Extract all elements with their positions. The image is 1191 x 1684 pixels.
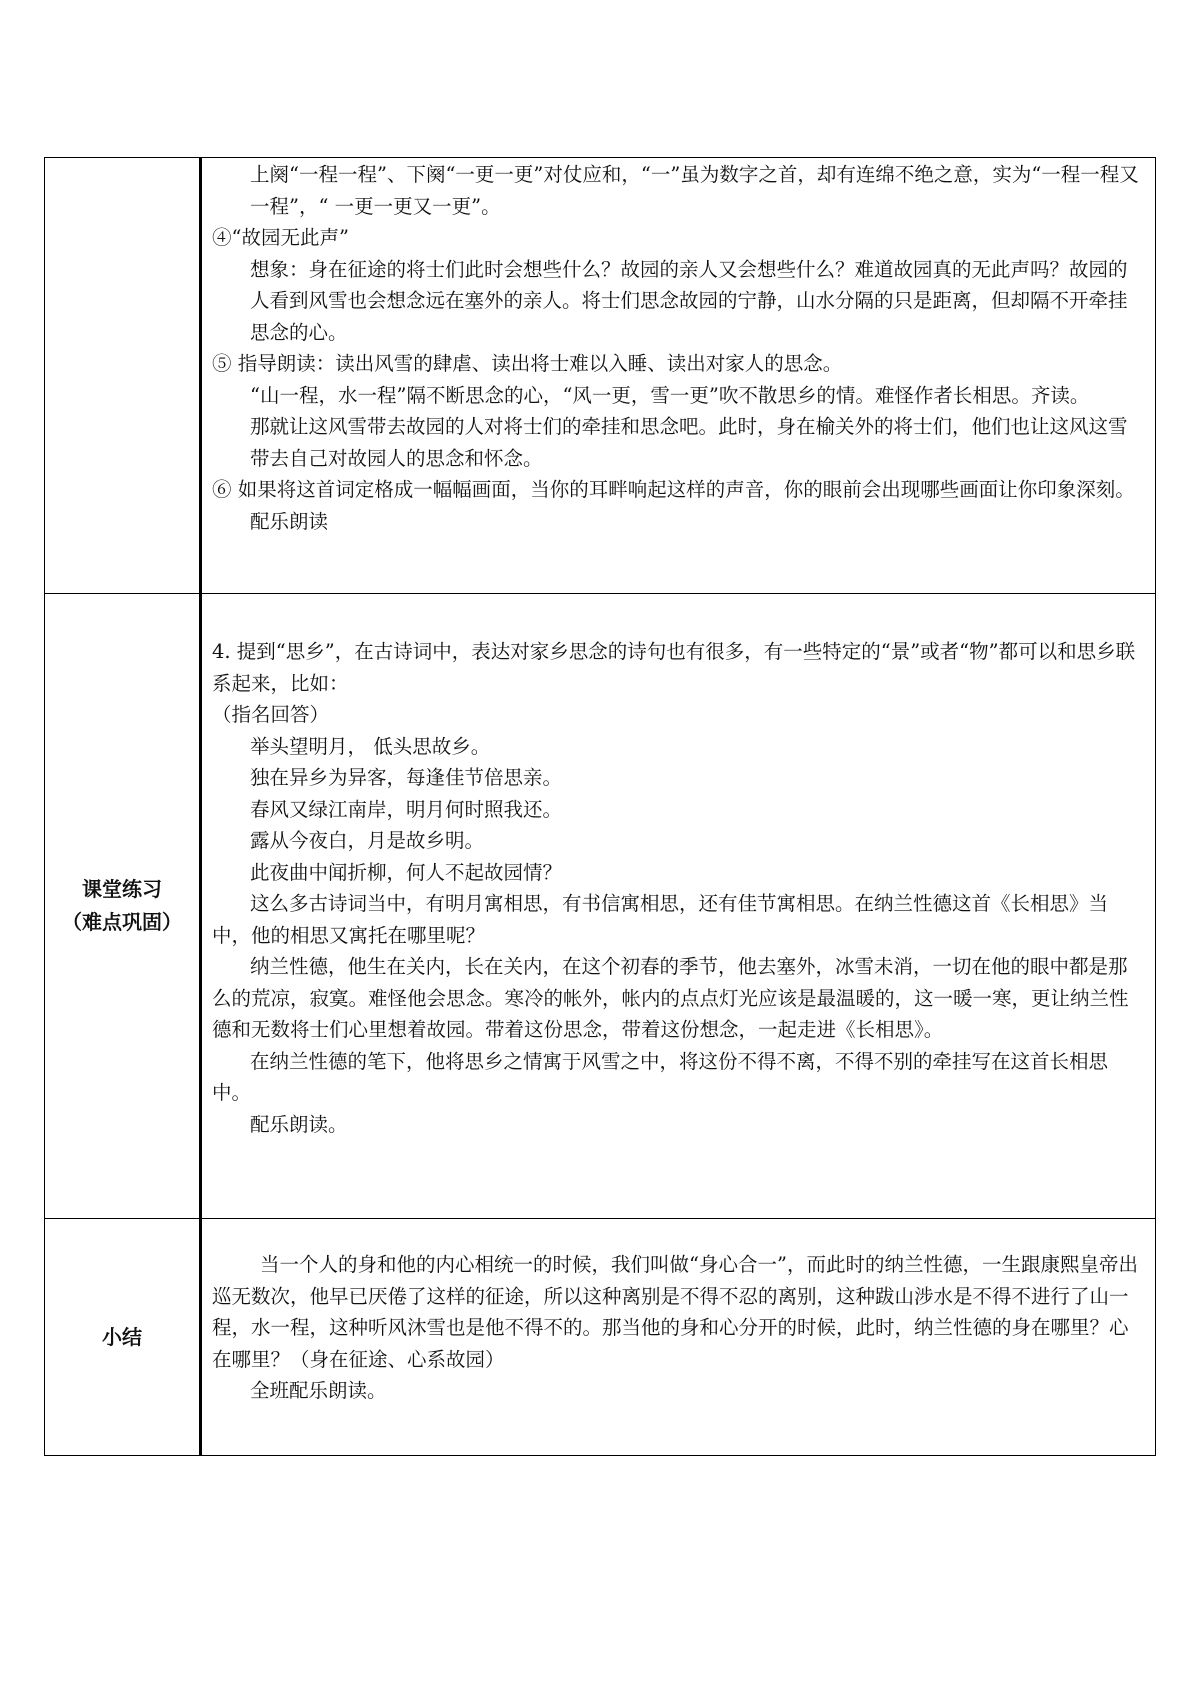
poem-line: 举头望明月， 低头思故乡。: [250, 734, 491, 758]
row-label-cell: [45, 158, 201, 594]
paragraph: 纳兰性德，他生在关内，长在关内，在这个初春的季节，他去塞外，冰雪未消，一切在他的眼中都是那么的荒凉，寂寞。难怪他会思念。寒冷的帐外，帐内的点点灯光应该是最温暖的，这一暖一寒，更让纳兰性德和无数将士们心里想着故园。带着这份思念，带着这份想念，一起走进《长相思》。: [212, 955, 1129, 1041]
table-row-summary: [45, 1219, 1156, 1456]
row-label: 课堂练习 （难点巩固）: [62, 877, 182, 934]
table-row-practice: [45, 594, 1156, 1219]
paragraph: 上阕“一程一程”、下阕“一更一更”对仗应和，“一”虽为数字之首，却有连绵不绝之意，实为“一程一程又一程”，“ 一更一更又一更”。: [250, 163, 1139, 218]
poem-line: 露从今夜白，月是故乡明。: [250, 829, 485, 852]
paragraph: ④“故园无此声”: [212, 226, 349, 249]
row-content-cell: [201, 594, 1156, 1219]
paragraph: 那就让这风雪带去故园的人对将士们的牵挂和思念吧。此时，身在榆关外的将士们，他们也让这风这雪带去自己对故园人的思念和怀念。: [250, 415, 1128, 470]
paragraph: 4. 提到“思乡”，在古诗词中，表达对家乡思念的诗句也有很多，有一些特定的“景”或者“物”都可以和思乡联系起来，比如：: [212, 640, 1136, 695]
paragraph: ⑤ 指导朗读：读出风雪的肆虐、读出将士难以入睡、读出对家人的思念。: [212, 352, 843, 375]
table-row-continuation: [45, 158, 1156, 594]
row-content-cell: [201, 1219, 1156, 1456]
row-label: 小结: [102, 1324, 142, 1349]
paragraph: 当一个人的身和他的内心相统一的时候，我们叫做“身心合一”，而此时的纳兰性德，一生跟康熙皇帝出巡无数次，他早已厌倦了这样的征途，所以这种离别是不得不忍的离别，这种跋山涉水是不得不进行了山一程，水一程，这种听风沐雪也是他不得不的。那当他的身和心分开的时候，此时，纳兰性德的身在哪里？心在哪里？（身在征途、心系故园）: [212, 1253, 1138, 1371]
lesson-plan-table: [44, 157, 1156, 1456]
row-content-cell: [201, 158, 1156, 594]
row-label-cell: [45, 1219, 201, 1456]
paragraph: ⑥ 如果将这首词定格成一幅幅画面，当你的耳畔响起这样的声音，你的眼前会出现哪些画面让你印象深刻。: [212, 478, 1135, 501]
paragraph: 配乐朗读。: [250, 1112, 348, 1136]
paragraph: 想象：身在征途的将士们此时会想些什么？故园的亲人又会想些什么？难道故园真的无此声吗？故园的人看到风雪也会想念远在塞外的亲人。将士们思念故园的宁静，山水分隔的只是距离，但却隔不开牵挂思念的心。: [250, 257, 1128, 344]
poem-line: 此夜曲中闻折柳，何人不起故园情？: [250, 860, 563, 884]
paragraph: （指名回答）: [212, 703, 330, 726]
row-label-cell: [45, 594, 201, 1219]
paragraph: 配乐朗读: [250, 509, 329, 533]
paragraph: 全班配乐朗读。: [250, 1379, 387, 1402]
paragraph: “山一程，水一程”隔不断思念的心，“风一更，雪一更”吹不散思乡的情。难怪作者长相思。齐读。: [250, 383, 1090, 407]
poem-line: 春风又绿江南岸，明月何时照我还。: [250, 797, 563, 821]
paragraph: 在纳兰性德的笔下，他将思乡之情寓于风雪之中，将这份不得不离，不得不别的牵挂写在这首长相思中。: [212, 1049, 1109, 1104]
paragraph: 这么多古诗词当中，有明月寓相思，有书信寓相思，还有佳节寓相思。在纳兰性德这首《长相思》当中，他的相思又寓托在哪里呢？: [212, 892, 1109, 947]
poem-line: 独在异乡为异客，每逢佳节倍思亲。: [250, 766, 563, 789]
